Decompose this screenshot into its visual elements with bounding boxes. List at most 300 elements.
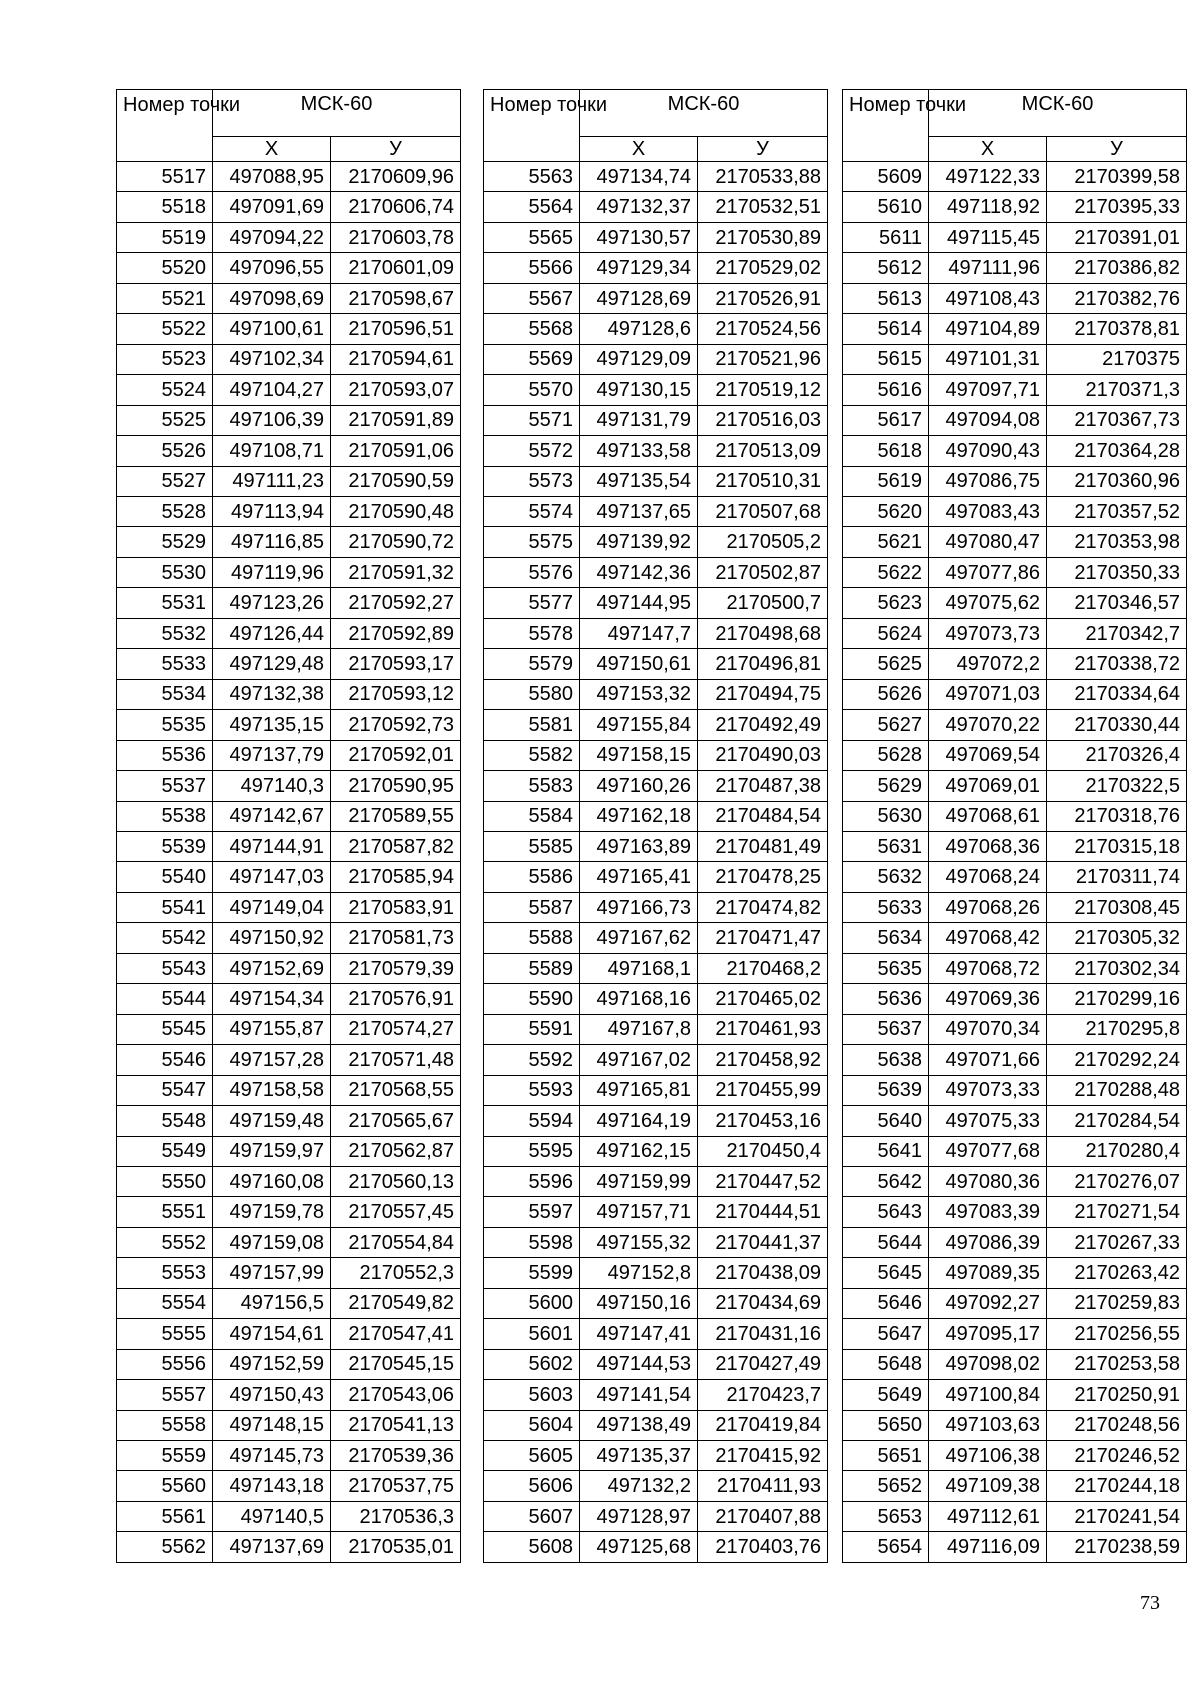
y-coordinate-cell: 2170322,5 bbox=[1047, 771, 1187, 801]
point-number-cell: 5552 bbox=[117, 1227, 213, 1257]
point-number-cell: 5600 bbox=[484, 1288, 580, 1318]
table-row bbox=[843, 1410, 1187, 1440]
y-coordinate-cell: 2170547,41 bbox=[331, 1319, 461, 1349]
point-number-cell: 5577 bbox=[484, 588, 580, 618]
table-row bbox=[843, 222, 1187, 252]
coordinate-system-header: МСК-60 bbox=[929, 90, 1187, 137]
table-row bbox=[843, 1045, 1187, 1075]
x-coordinate-cell: 497147,41 bbox=[580, 1319, 698, 1349]
x-coordinate-cell: 497144,95 bbox=[580, 588, 698, 618]
table-row bbox=[484, 923, 828, 953]
x-coordinate-cell: 497071,03 bbox=[929, 679, 1047, 709]
table-row bbox=[843, 375, 1187, 405]
point-number-cell: 5628 bbox=[843, 740, 929, 770]
point-number-cell: 5646 bbox=[843, 1288, 929, 1318]
x-coordinate-cell: 497104,89 bbox=[929, 314, 1047, 344]
table-row bbox=[117, 314, 461, 344]
y-coordinate-cell: 2170478,25 bbox=[698, 862, 828, 892]
table-row bbox=[484, 953, 828, 983]
y-coordinate-cell: 2170474,82 bbox=[698, 892, 828, 922]
y-coordinate-cell: 2170441,37 bbox=[698, 1227, 828, 1257]
table-row bbox=[843, 892, 1187, 922]
table-row bbox=[484, 801, 828, 831]
table-row bbox=[843, 405, 1187, 435]
x-coordinate-cell: 497162,18 bbox=[580, 801, 698, 831]
point-number-cell: 5530 bbox=[117, 557, 213, 587]
point-number-cell: 5630 bbox=[843, 801, 929, 831]
x-coordinate-cell: 497155,32 bbox=[580, 1227, 698, 1257]
y-coordinate-cell: 2170583,91 bbox=[331, 892, 461, 922]
table-row bbox=[843, 923, 1187, 953]
y-coordinate-cell: 2170554,84 bbox=[331, 1227, 461, 1257]
table-row bbox=[484, 1410, 828, 1440]
y-coordinate-cell: 2170411,93 bbox=[698, 1471, 828, 1501]
x-coordinate-cell: 497069,54 bbox=[929, 740, 1047, 770]
y-coordinate-cell: 2170330,44 bbox=[1047, 710, 1187, 740]
y-coordinate-cell: 2170537,75 bbox=[331, 1471, 461, 1501]
point-number-cell: 5642 bbox=[843, 1166, 929, 1196]
x-coordinate-cell: 497103,63 bbox=[929, 1410, 1047, 1440]
x-coordinate-cell: 497132,37 bbox=[580, 192, 698, 222]
table-row bbox=[843, 1136, 1187, 1166]
y-coordinate-cell: 2170267,33 bbox=[1047, 1227, 1187, 1257]
y-coordinate-cell: 2170601,09 bbox=[331, 253, 461, 283]
y-coordinate-cell: 2170592,01 bbox=[331, 740, 461, 770]
x-coordinate-cell: 497147,03 bbox=[213, 862, 331, 892]
y-coordinate-cell: 2170609,96 bbox=[331, 162, 461, 192]
table-row bbox=[117, 405, 461, 435]
x-coordinate-cell: 497100,61 bbox=[213, 314, 331, 344]
table-row bbox=[484, 649, 828, 679]
y-coordinate-cell: 2170434,69 bbox=[698, 1288, 828, 1318]
point-number-cell: 5616 bbox=[843, 375, 929, 405]
table-row bbox=[484, 862, 828, 892]
y-coordinate-cell: 2170450,4 bbox=[698, 1136, 828, 1166]
table-row bbox=[484, 253, 828, 283]
table-row bbox=[117, 1349, 461, 1379]
y-coordinate-cell: 2170241,54 bbox=[1047, 1501, 1187, 1531]
table-row bbox=[843, 740, 1187, 770]
point-number-cell: 5572 bbox=[484, 436, 580, 466]
x-coordinate-cell: 497123,26 bbox=[213, 588, 331, 618]
point-number-cell: 5520 bbox=[117, 253, 213, 283]
point-number-cell: 5639 bbox=[843, 1075, 929, 1105]
table-row bbox=[843, 710, 1187, 740]
x-coordinate-cell: 497126,44 bbox=[213, 618, 331, 648]
x-coordinate-cell: 497142,36 bbox=[580, 557, 698, 587]
x-coordinate-cell: 497086,39 bbox=[929, 1227, 1047, 1257]
point-number-cell: 5523 bbox=[117, 344, 213, 374]
x-coordinate-cell: 497155,84 bbox=[580, 710, 698, 740]
y-coordinate-cell: 2170471,47 bbox=[698, 923, 828, 953]
y-coordinate-cell: 2170526,91 bbox=[698, 283, 828, 313]
x-column-header: Х bbox=[213, 137, 331, 162]
x-coordinate-cell: 497157,28 bbox=[213, 1045, 331, 1075]
table-row bbox=[484, 1380, 828, 1410]
table-row bbox=[117, 710, 461, 740]
x-coordinate-cell: 497069,36 bbox=[929, 984, 1047, 1014]
x-coordinate-cell: 497111,23 bbox=[213, 466, 331, 496]
y-column-header: У bbox=[1047, 137, 1187, 162]
table-row bbox=[117, 192, 461, 222]
y-coordinate-cell: 2170263,42 bbox=[1047, 1258, 1187, 1288]
y-coordinate-cell: 2170552,3 bbox=[331, 1258, 461, 1288]
x-coordinate-cell: 497068,61 bbox=[929, 801, 1047, 831]
point-number-cell: 5631 bbox=[843, 831, 929, 861]
x-coordinate-cell: 497130,15 bbox=[580, 375, 698, 405]
coordinate-tables bbox=[116, 89, 1186, 1563]
x-coordinate-cell: 497086,75 bbox=[929, 466, 1047, 496]
table-row bbox=[117, 344, 461, 374]
table-row bbox=[843, 192, 1187, 222]
table-row bbox=[484, 1258, 828, 1288]
table-row bbox=[484, 1014, 828, 1044]
x-coordinate-cell: 497168,1 bbox=[580, 953, 698, 983]
point-number-cell: 5536 bbox=[117, 740, 213, 770]
y-coordinate-cell: 2170395,33 bbox=[1047, 192, 1187, 222]
point-number-cell: 5549 bbox=[117, 1136, 213, 1166]
point-number-cell: 5580 bbox=[484, 679, 580, 709]
point-number-cell: 5645 bbox=[843, 1258, 929, 1288]
table-row bbox=[484, 283, 828, 313]
y-coordinate-cell: 2170492,49 bbox=[698, 710, 828, 740]
table-row bbox=[484, 314, 828, 344]
x-coordinate-cell: 497160,26 bbox=[580, 771, 698, 801]
table-row bbox=[117, 1410, 461, 1440]
point-number-cell: 5529 bbox=[117, 527, 213, 557]
table-row bbox=[484, 618, 828, 648]
point-number-cell: 5557 bbox=[117, 1380, 213, 1410]
point-number-cell: 5533 bbox=[117, 649, 213, 679]
y-coordinate-cell: 2170250,91 bbox=[1047, 1380, 1187, 1410]
point-number-cell: 5614 bbox=[843, 314, 929, 344]
x-coordinate-cell: 497116,09 bbox=[929, 1532, 1047, 1563]
y-coordinate-cell: 2170378,81 bbox=[1047, 314, 1187, 344]
table-row bbox=[484, 1349, 828, 1379]
x-coordinate-cell: 497130,57 bbox=[580, 222, 698, 252]
x-coordinate-cell: 497083,43 bbox=[929, 496, 1047, 526]
x-coordinate-cell: 497083,39 bbox=[929, 1197, 1047, 1227]
point-number-cell: 5647 bbox=[843, 1319, 929, 1349]
y-coordinate-cell: 2170256,55 bbox=[1047, 1319, 1187, 1349]
point-number-cell: 5624 bbox=[843, 618, 929, 648]
y-coordinate-cell: 2170391,01 bbox=[1047, 222, 1187, 252]
y-coordinate-cell: 2170606,74 bbox=[331, 192, 461, 222]
point-number-cell: 5551 bbox=[117, 1197, 213, 1227]
x-coordinate-cell: 497147,7 bbox=[580, 618, 698, 648]
table-row bbox=[484, 344, 828, 374]
point-number-header: Номер точки bbox=[484, 90, 580, 162]
y-coordinate-cell: 2170465,02 bbox=[698, 984, 828, 1014]
table-row bbox=[117, 1441, 461, 1471]
point-number-cell: 5555 bbox=[117, 1319, 213, 1349]
x-coordinate-cell: 497132,38 bbox=[213, 679, 331, 709]
x-coordinate-cell: 497104,27 bbox=[213, 375, 331, 405]
x-coordinate-cell: 497112,61 bbox=[929, 1501, 1047, 1531]
x-coordinate-cell: 497077,68 bbox=[929, 1136, 1047, 1166]
y-coordinate-cell: 2170587,82 bbox=[331, 831, 461, 861]
x-coordinate-cell: 497075,62 bbox=[929, 588, 1047, 618]
coordinate-table bbox=[116, 89, 461, 1563]
point-number-cell: 5544 bbox=[117, 984, 213, 1014]
table-row bbox=[484, 375, 828, 405]
point-number-cell: 5601 bbox=[484, 1319, 580, 1349]
table-row bbox=[843, 862, 1187, 892]
point-number-cell: 5541 bbox=[117, 892, 213, 922]
table-row bbox=[484, 527, 828, 557]
table-row bbox=[484, 1441, 828, 1471]
point-number-cell: 5615 bbox=[843, 344, 929, 374]
point-number-cell: 5535 bbox=[117, 710, 213, 740]
point-number-cell: 5641 bbox=[843, 1136, 929, 1166]
table-row bbox=[117, 496, 461, 526]
table-row bbox=[843, 953, 1187, 983]
y-coordinate-cell: 2170403,76 bbox=[698, 1532, 828, 1563]
point-number-cell: 5581 bbox=[484, 710, 580, 740]
y-coordinate-cell: 2170541,13 bbox=[331, 1410, 461, 1440]
table-row bbox=[117, 1258, 461, 1288]
table-body bbox=[843, 162, 1187, 1563]
table-row bbox=[484, 588, 828, 618]
y-coordinate-cell: 2170364,28 bbox=[1047, 436, 1187, 466]
x-coordinate-cell: 497102,34 bbox=[213, 344, 331, 374]
point-number-cell: 5637 bbox=[843, 1014, 929, 1044]
point-number-cell: 5608 bbox=[484, 1532, 580, 1563]
table-row bbox=[117, 1136, 461, 1166]
point-number-cell: 5621 bbox=[843, 527, 929, 557]
x-coordinate-cell: 497166,73 bbox=[580, 892, 698, 922]
x-coordinate-cell: 497149,04 bbox=[213, 892, 331, 922]
point-number-cell: 5627 bbox=[843, 710, 929, 740]
point-number-cell: 5534 bbox=[117, 679, 213, 709]
y-coordinate-cell: 2170419,84 bbox=[698, 1410, 828, 1440]
point-number-cell: 5613 bbox=[843, 283, 929, 313]
y-coordinate-cell: 2170592,73 bbox=[331, 710, 461, 740]
y-coordinate-cell: 2170585,94 bbox=[331, 862, 461, 892]
y-coordinate-cell: 2170415,92 bbox=[698, 1441, 828, 1471]
y-coordinate-cell: 2170453,16 bbox=[698, 1106, 828, 1136]
x-coordinate-cell: 497068,42 bbox=[929, 923, 1047, 953]
table-row bbox=[843, 984, 1187, 1014]
table-row bbox=[484, 771, 828, 801]
x-coordinate-cell: 497070,34 bbox=[929, 1014, 1047, 1044]
point-number-cell: 5522 bbox=[117, 314, 213, 344]
coordinate-table bbox=[483, 89, 828, 1563]
x-coordinate-cell: 497138,49 bbox=[580, 1410, 698, 1440]
x-column-header: Х bbox=[580, 137, 698, 162]
point-number-header: Номер точки bbox=[117, 90, 213, 162]
table-row bbox=[484, 1288, 828, 1318]
table-row bbox=[843, 1380, 1187, 1410]
coordinate-system-header: МСК-60 bbox=[213, 90, 461, 137]
point-number-cell: 5626 bbox=[843, 679, 929, 709]
table-row bbox=[117, 831, 461, 861]
table-row bbox=[117, 162, 461, 192]
x-coordinate-cell: 497135,54 bbox=[580, 466, 698, 496]
y-coordinate-cell: 2170598,67 bbox=[331, 283, 461, 313]
point-number-header: Номер точки bbox=[843, 90, 929, 162]
y-coordinate-cell: 2170360,96 bbox=[1047, 466, 1187, 496]
point-number-cell: 5556 bbox=[117, 1349, 213, 1379]
table-row bbox=[484, 466, 828, 496]
point-number-cell: 5528 bbox=[117, 496, 213, 526]
table-row bbox=[484, 984, 828, 1014]
x-coordinate-cell: 497155,87 bbox=[213, 1014, 331, 1044]
point-number-cell: 5625 bbox=[843, 649, 929, 679]
y-coordinate-cell: 2170568,55 bbox=[331, 1075, 461, 1105]
point-number-cell: 5558 bbox=[117, 1410, 213, 1440]
y-coordinate-cell: 2170423,7 bbox=[698, 1380, 828, 1410]
x-coordinate-cell: 497158,58 bbox=[213, 1075, 331, 1105]
y-coordinate-cell: 2170507,68 bbox=[698, 496, 828, 526]
x-coordinate-cell: 497167,8 bbox=[580, 1014, 698, 1044]
point-number-cell: 5589 bbox=[484, 953, 580, 983]
point-number-cell: 5650 bbox=[843, 1410, 929, 1440]
x-column-header: Х bbox=[929, 137, 1047, 162]
x-coordinate-cell: 497128,6 bbox=[580, 314, 698, 344]
table-row bbox=[843, 649, 1187, 679]
y-coordinate-cell: 2170494,75 bbox=[698, 679, 828, 709]
point-number-cell: 5568 bbox=[484, 314, 580, 344]
x-coordinate-cell: 497150,92 bbox=[213, 923, 331, 953]
x-coordinate-cell: 497088,95 bbox=[213, 162, 331, 192]
table-row bbox=[117, 1106, 461, 1136]
table-row bbox=[117, 679, 461, 709]
y-coordinate-cell: 2170288,48 bbox=[1047, 1075, 1187, 1105]
table-body bbox=[117, 162, 461, 1563]
x-coordinate-cell: 497108,71 bbox=[213, 436, 331, 466]
x-coordinate-cell: 497072,2 bbox=[929, 649, 1047, 679]
table-row bbox=[117, 1471, 461, 1501]
table-row bbox=[484, 892, 828, 922]
point-number-cell: 5562 bbox=[117, 1532, 213, 1563]
y-coordinate-cell: 2170276,07 bbox=[1047, 1166, 1187, 1196]
table-row bbox=[484, 1532, 828, 1563]
x-coordinate-cell: 497106,39 bbox=[213, 405, 331, 435]
x-coordinate-cell: 497071,66 bbox=[929, 1045, 1047, 1075]
y-coordinate-cell: 2170455,99 bbox=[698, 1075, 828, 1105]
x-coordinate-cell: 497068,26 bbox=[929, 892, 1047, 922]
point-number-cell: 5634 bbox=[843, 923, 929, 953]
point-number-cell: 5622 bbox=[843, 557, 929, 587]
y-coordinate-cell: 2170593,07 bbox=[331, 375, 461, 405]
x-coordinate-cell: 497142,67 bbox=[213, 801, 331, 831]
point-number-cell: 5525 bbox=[117, 405, 213, 435]
x-coordinate-cell: 497089,35 bbox=[929, 1258, 1047, 1288]
point-number-cell: 5567 bbox=[484, 283, 580, 313]
table-row bbox=[117, 1380, 461, 1410]
point-number-cell: 5546 bbox=[117, 1045, 213, 1075]
point-number-cell: 5609 bbox=[843, 162, 929, 192]
table-row bbox=[843, 1319, 1187, 1349]
y-coordinate-cell: 2170596,51 bbox=[331, 314, 461, 344]
point-number-cell: 5543 bbox=[117, 953, 213, 983]
table-row bbox=[117, 984, 461, 1014]
x-coordinate-cell: 497094,08 bbox=[929, 405, 1047, 435]
y-coordinate-cell: 2170375 bbox=[1047, 344, 1187, 374]
y-coordinate-cell: 2170318,76 bbox=[1047, 801, 1187, 831]
x-coordinate-cell: 497150,61 bbox=[580, 649, 698, 679]
y-coordinate-cell: 2170505,2 bbox=[698, 527, 828, 557]
point-number-cell: 5596 bbox=[484, 1166, 580, 1196]
x-coordinate-cell: 497144,91 bbox=[213, 831, 331, 861]
x-coordinate-cell: 497140,3 bbox=[213, 771, 331, 801]
y-coordinate-cell: 2170571,48 bbox=[331, 1045, 461, 1075]
point-number-cell: 5554 bbox=[117, 1288, 213, 1318]
x-coordinate-cell: 497132,2 bbox=[580, 1471, 698, 1501]
point-number-cell: 5654 bbox=[843, 1532, 929, 1563]
y-coordinate-cell: 2170536,3 bbox=[331, 1501, 461, 1531]
x-coordinate-cell: 497125,68 bbox=[580, 1532, 698, 1563]
x-coordinate-cell: 497100,84 bbox=[929, 1380, 1047, 1410]
table-row bbox=[843, 1197, 1187, 1227]
y-coordinate-cell: 2170481,49 bbox=[698, 831, 828, 861]
table-row bbox=[484, 1075, 828, 1105]
y-coordinate-cell: 2170545,15 bbox=[331, 1349, 461, 1379]
point-number-cell: 5619 bbox=[843, 466, 929, 496]
x-coordinate-cell: 497165,81 bbox=[580, 1075, 698, 1105]
point-number-cell: 5573 bbox=[484, 466, 580, 496]
table-row bbox=[117, 222, 461, 252]
y-coordinate-cell: 2170292,24 bbox=[1047, 1045, 1187, 1075]
point-number-cell: 5542 bbox=[117, 923, 213, 953]
x-coordinate-cell: 497106,38 bbox=[929, 1441, 1047, 1471]
y-coordinate-cell: 2170399,58 bbox=[1047, 162, 1187, 192]
x-coordinate-cell: 497160,08 bbox=[213, 1166, 331, 1196]
x-coordinate-cell: 497098,69 bbox=[213, 283, 331, 313]
point-number-cell: 5550 bbox=[117, 1166, 213, 1196]
table-row bbox=[117, 1014, 461, 1044]
table-row bbox=[117, 618, 461, 648]
table-row bbox=[843, 1288, 1187, 1318]
y-coordinate-cell: 2170603,78 bbox=[331, 222, 461, 252]
x-coordinate-cell: 497115,45 bbox=[929, 222, 1047, 252]
table-row bbox=[843, 1501, 1187, 1531]
x-coordinate-cell: 497157,99 bbox=[213, 1258, 331, 1288]
table-row bbox=[117, 953, 461, 983]
point-number-cell: 5521 bbox=[117, 283, 213, 313]
table-row bbox=[843, 1227, 1187, 1257]
x-coordinate-cell: 497133,58 bbox=[580, 436, 698, 466]
x-coordinate-cell: 497167,02 bbox=[580, 1045, 698, 1075]
point-number-cell: 5538 bbox=[117, 801, 213, 831]
y-coordinate-cell: 2170490,03 bbox=[698, 740, 828, 770]
point-number-cell: 5539 bbox=[117, 831, 213, 861]
y-coordinate-cell: 2170593,17 bbox=[331, 649, 461, 679]
coordinate-table bbox=[842, 89, 1187, 1563]
y-coordinate-cell: 2170342,7 bbox=[1047, 618, 1187, 648]
x-coordinate-cell: 497113,94 bbox=[213, 496, 331, 526]
table-row bbox=[484, 1501, 828, 1531]
x-coordinate-cell: 497162,15 bbox=[580, 1136, 698, 1166]
y-coordinate-cell: 2170299,16 bbox=[1047, 984, 1187, 1014]
y-coordinate-cell: 2170591,89 bbox=[331, 405, 461, 435]
y-coordinate-cell: 2170591,06 bbox=[331, 436, 461, 466]
point-number-cell: 5545 bbox=[117, 1014, 213, 1044]
point-number-cell: 5638 bbox=[843, 1045, 929, 1075]
y-coordinate-cell: 2170565,67 bbox=[331, 1106, 461, 1136]
point-number-cell: 5584 bbox=[484, 801, 580, 831]
point-number-cell: 5606 bbox=[484, 1471, 580, 1501]
x-coordinate-cell: 497168,16 bbox=[580, 984, 698, 1014]
x-coordinate-cell: 497128,97 bbox=[580, 1501, 698, 1531]
x-coordinate-cell: 497111,96 bbox=[929, 253, 1047, 283]
y-column-header: У bbox=[698, 137, 828, 162]
point-number-cell: 5595 bbox=[484, 1136, 580, 1166]
y-coordinate-cell: 2170305,32 bbox=[1047, 923, 1187, 953]
point-number-cell: 5583 bbox=[484, 771, 580, 801]
table-row bbox=[484, 1045, 828, 1075]
